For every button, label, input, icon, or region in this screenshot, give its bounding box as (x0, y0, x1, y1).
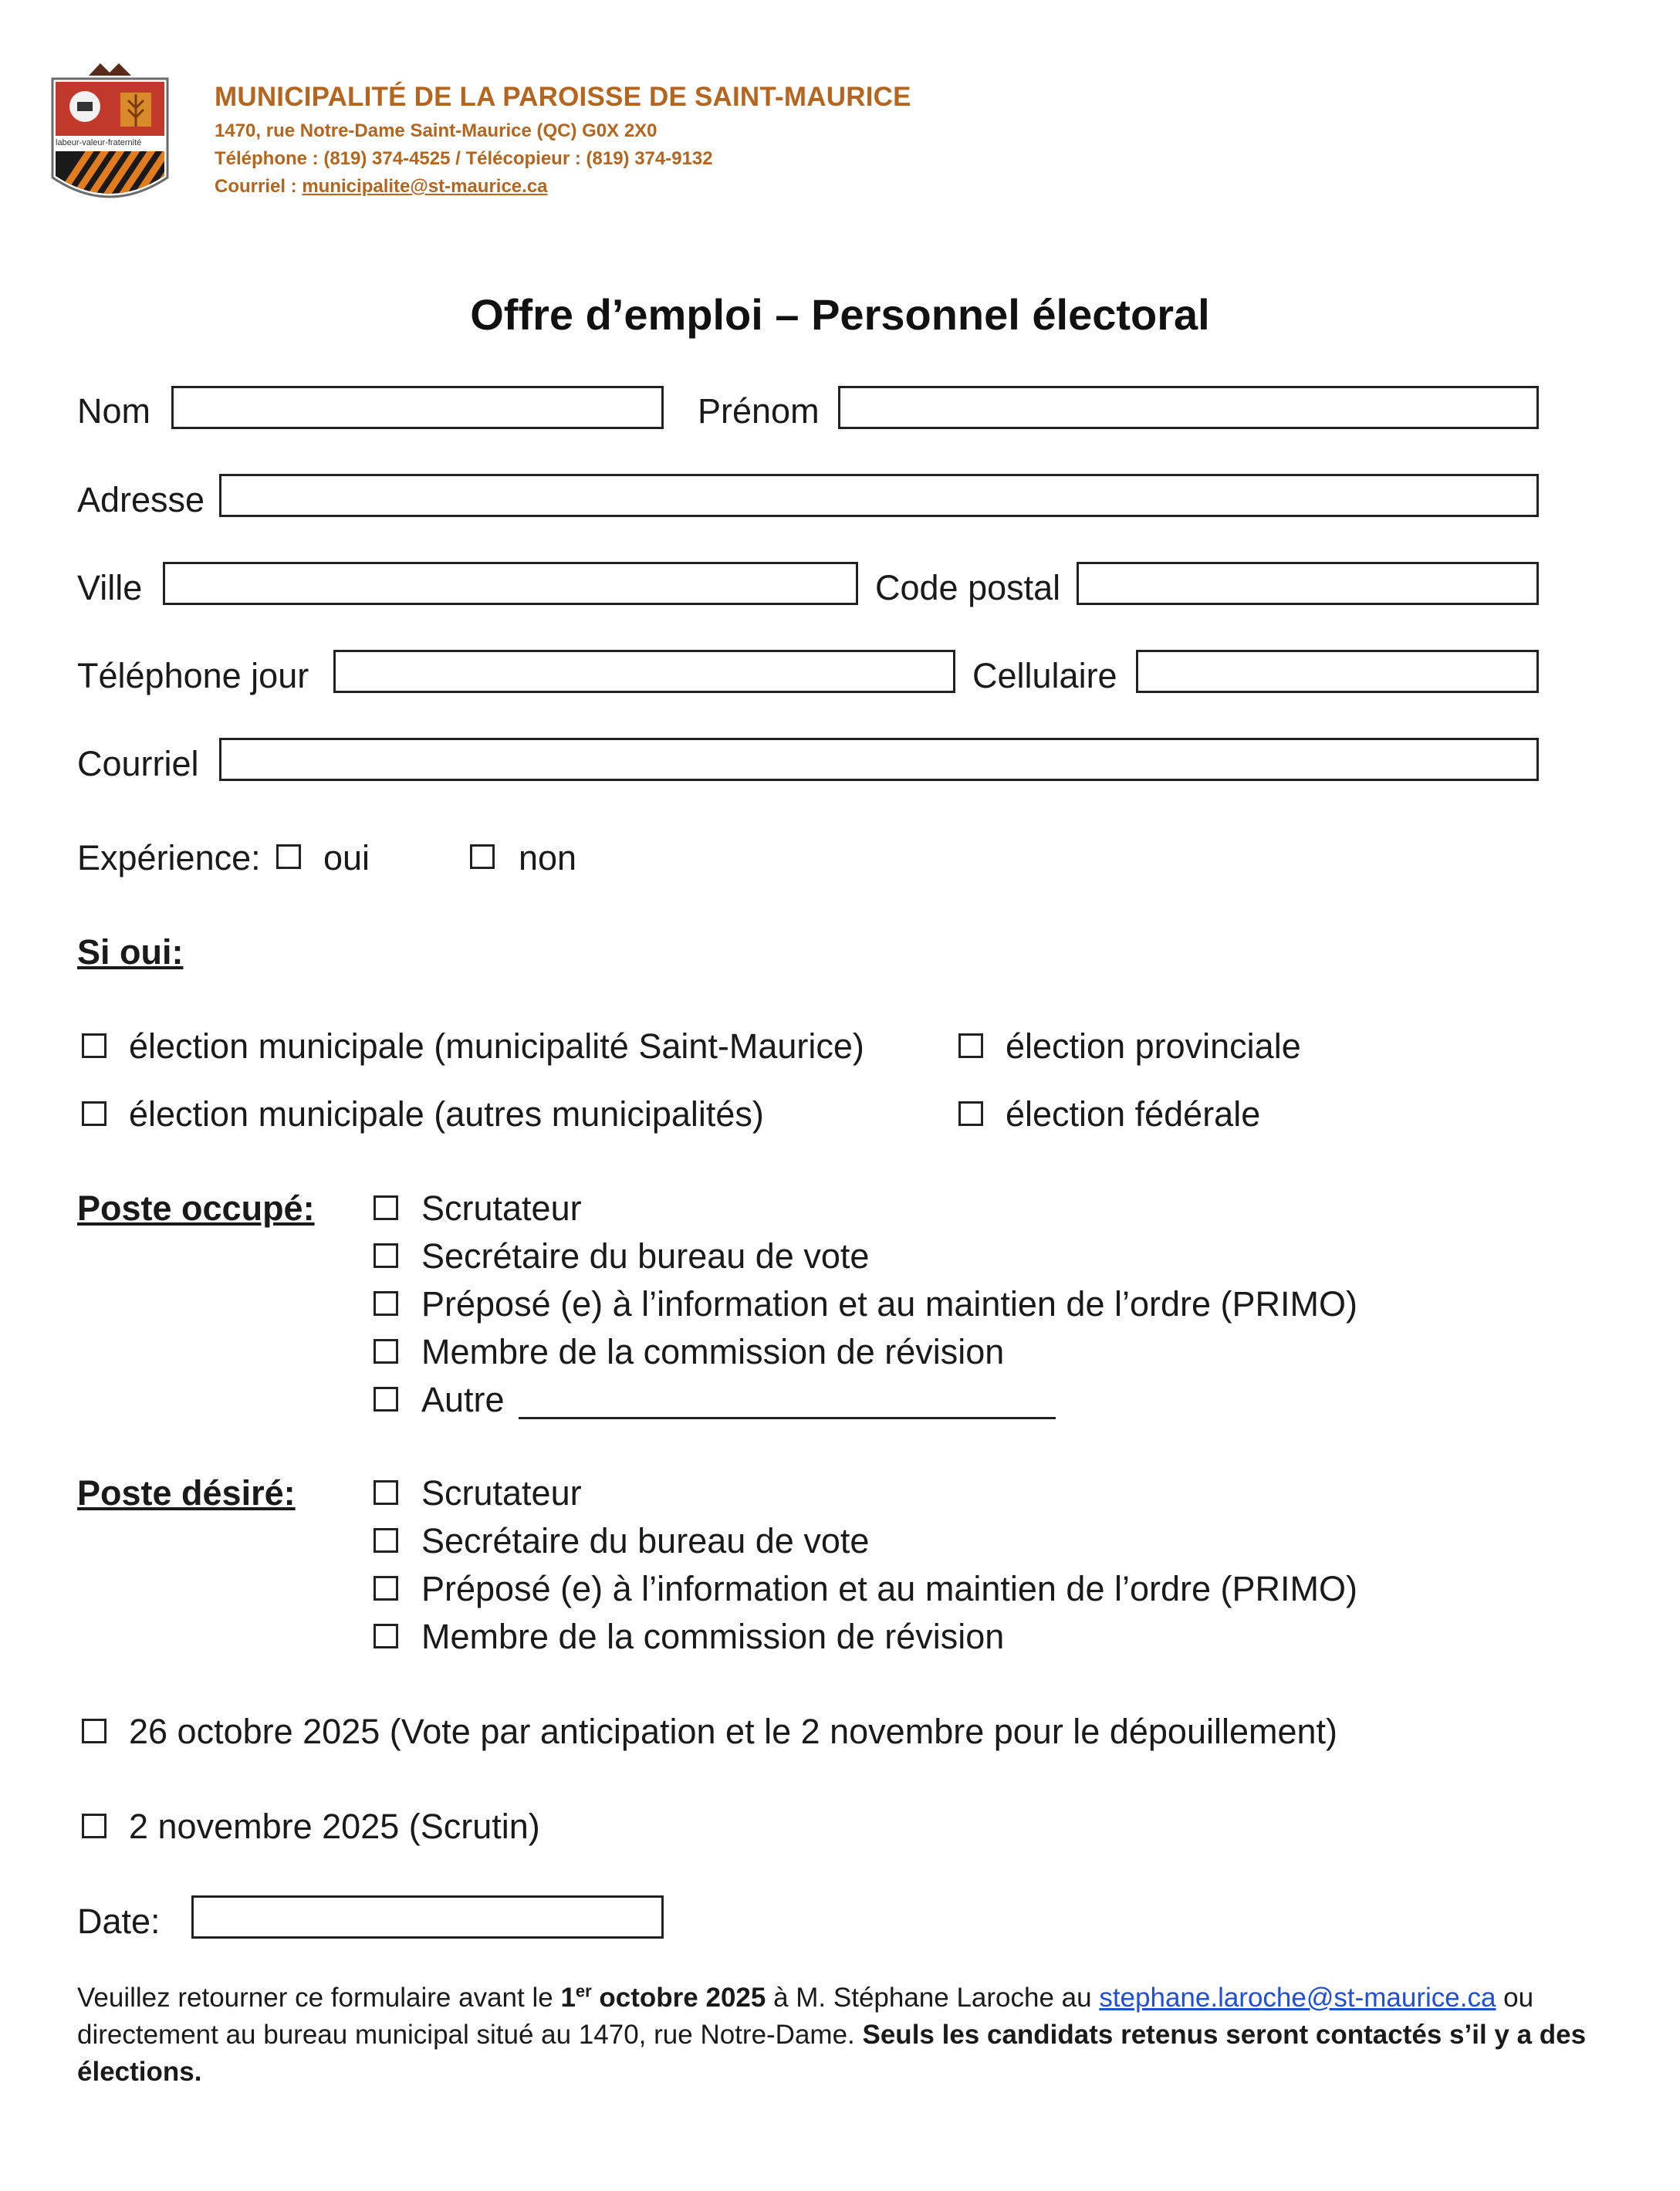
election-federale-label: élection fédérale (1006, 1094, 1261, 1134)
occupe-autre-label: Autre (421, 1380, 505, 1419)
occupe-secretaire-label: Secrétaire du bureau de vote (421, 1236, 870, 1276)
organization-phone: Téléphone : (819) 374-4525 / Télécopieur : (819) 374-9132 (215, 148, 713, 169)
occupe-autre-checkbox[interactable] (374, 1387, 398, 1412)
footer-notice: Seuls les candidats retenus seront contactés s’il y a des élections. (77, 2020, 1587, 2087)
date-label: Date: (77, 1902, 161, 1941)
ville-label: Ville (77, 568, 143, 607)
experience-oui-label: oui (323, 838, 370, 877)
nom-label: Nom (77, 391, 151, 431)
date-anticipation-label: 26 octobre 2025 (Vote par anticipation et le 2 novembre pour le dépouillement) (129, 1712, 1338, 1751)
experience-label: Expérience: (77, 838, 261, 877)
code-postal-field[interactable] (1077, 562, 1539, 605)
desire-scrutateur-checkbox[interactable] (374, 1480, 398, 1505)
adresse-field[interactable] (219, 474, 1539, 517)
occupe-commission-label: Membre de la commission de révision (421, 1332, 1005, 1371)
experience-non-checkbox[interactable] (470, 844, 495, 869)
courriel-label: Courriel (77, 744, 199, 783)
footer-text-2: à M. Stéphane Laroche au (766, 1983, 1100, 2013)
email-label: Courriel : (215, 176, 303, 197)
footer-text-1: Veuillez retourner ce formulaire avant le (77, 1983, 561, 2013)
date-anticipation-checkbox[interactable] (82, 1719, 106, 1743)
occupe-primo-checkbox[interactable] (374, 1291, 398, 1316)
desire-primo-checkbox[interactable] (374, 1576, 398, 1601)
occupe-scrutateur-label: Scrutateur (421, 1188, 582, 1228)
prenom-label: Prénom (698, 391, 820, 431)
deadline (560, 1983, 766, 2013)
footer-instructions (77, 1980, 1613, 2091)
occupe-scrutateur-checkbox[interactable] (374, 1195, 398, 1220)
prenom-field[interactable] (838, 386, 1539, 429)
nom-field[interactable] (171, 386, 664, 429)
telephone-field[interactable] (333, 650, 955, 693)
occupe-primo-label: Préposé (e) à l’information et au maintien de l’ordre (PRIMO) (421, 1284, 1358, 1324)
desire-commission-label: Membre de la commission de révision (421, 1617, 1005, 1656)
election-municipale-autres-checkbox[interactable] (82, 1101, 106, 1126)
ville-field[interactable] (163, 562, 858, 605)
date-scrutin-label: 2 novembre 2025 (Scrutin) (129, 1807, 540, 1846)
cellulaire-label: Cellulaire (972, 656, 1117, 695)
desire-secretaire-checkbox[interactable] (374, 1528, 398, 1553)
poste-occupe-heading: Poste occupé: (77, 1188, 315, 1228)
election-provinciale-checkbox[interactable] (958, 1033, 983, 1058)
occupe-secretaire-checkbox[interactable] (374, 1243, 398, 1268)
organization-email-link[interactable]: municipalite@st-maurice.ca (302, 176, 548, 197)
deadline-day: 1 (560, 1983, 576, 2013)
occupe-commission-checkbox[interactable] (374, 1339, 398, 1364)
code-postal-label: Code postal (875, 568, 1061, 607)
contact-email-link[interactable]: stephane.laroche@st-maurice.ca (1099, 1983, 1496, 2013)
election-provinciale-label: élection provinciale (1006, 1026, 1301, 1066)
organization-email-line (215, 176, 548, 198)
desire-secretaire-label: Secrétaire du bureau de vote (421, 1521, 870, 1560)
courriel-field[interactable] (219, 738, 1539, 781)
telephone-label: Téléphone jour (77, 656, 309, 695)
desire-scrutateur-label: Scrutateur (421, 1473, 582, 1513)
page-title: Offre d’emploi – Personnel électoral (470, 290, 1210, 339)
election-municipale-autres-label: élection municipale (autres municipalités) (129, 1094, 764, 1134)
municipal-coat-of-arms-logo (46, 62, 174, 212)
logo-motto: labeur-valeur-fraternité (56, 138, 142, 147)
adresse-label: Adresse (77, 480, 205, 519)
experience-non-label: non (519, 838, 577, 877)
deadline-month-year: octobre 2025 (591, 1983, 766, 2013)
date-field[interactable] (191, 1895, 664, 1939)
election-municipale-st-maurice-label: élection municipale (municipalité Saint-Maurice) (129, 1026, 864, 1066)
deadline-ordinal: er (575, 1981, 592, 2001)
date-scrutin-checkbox[interactable] (82, 1814, 106, 1838)
desire-commission-checkbox[interactable] (374, 1624, 398, 1648)
footer-text-3: ou directement au bureau municipal situé au 1470, rue Notre-Dame. (77, 1983, 1534, 2050)
election-federale-checkbox[interactable] (958, 1101, 983, 1126)
occupe-autre-line[interactable] (519, 1417, 1056, 1419)
experience-oui-checkbox[interactable] (276, 844, 301, 869)
cellulaire-field[interactable] (1136, 650, 1539, 693)
desire-primo-label: Préposé (e) à l’information et au maintien de l’ordre (PRIMO) (421, 1569, 1358, 1608)
organization-address: 1470, rue Notre-Dame Saint-Maurice (QC) G0X 2X0 (215, 120, 657, 141)
election-municipale-st-maurice-checkbox[interactable] (82, 1033, 106, 1058)
poste-desire-heading: Poste désiré: (77, 1473, 296, 1513)
organization-name: MUNICIPALITÉ DE LA PAROISSE DE SAINT-MAURICE (215, 82, 911, 112)
si-oui-heading: Si oui: (77, 932, 184, 972)
